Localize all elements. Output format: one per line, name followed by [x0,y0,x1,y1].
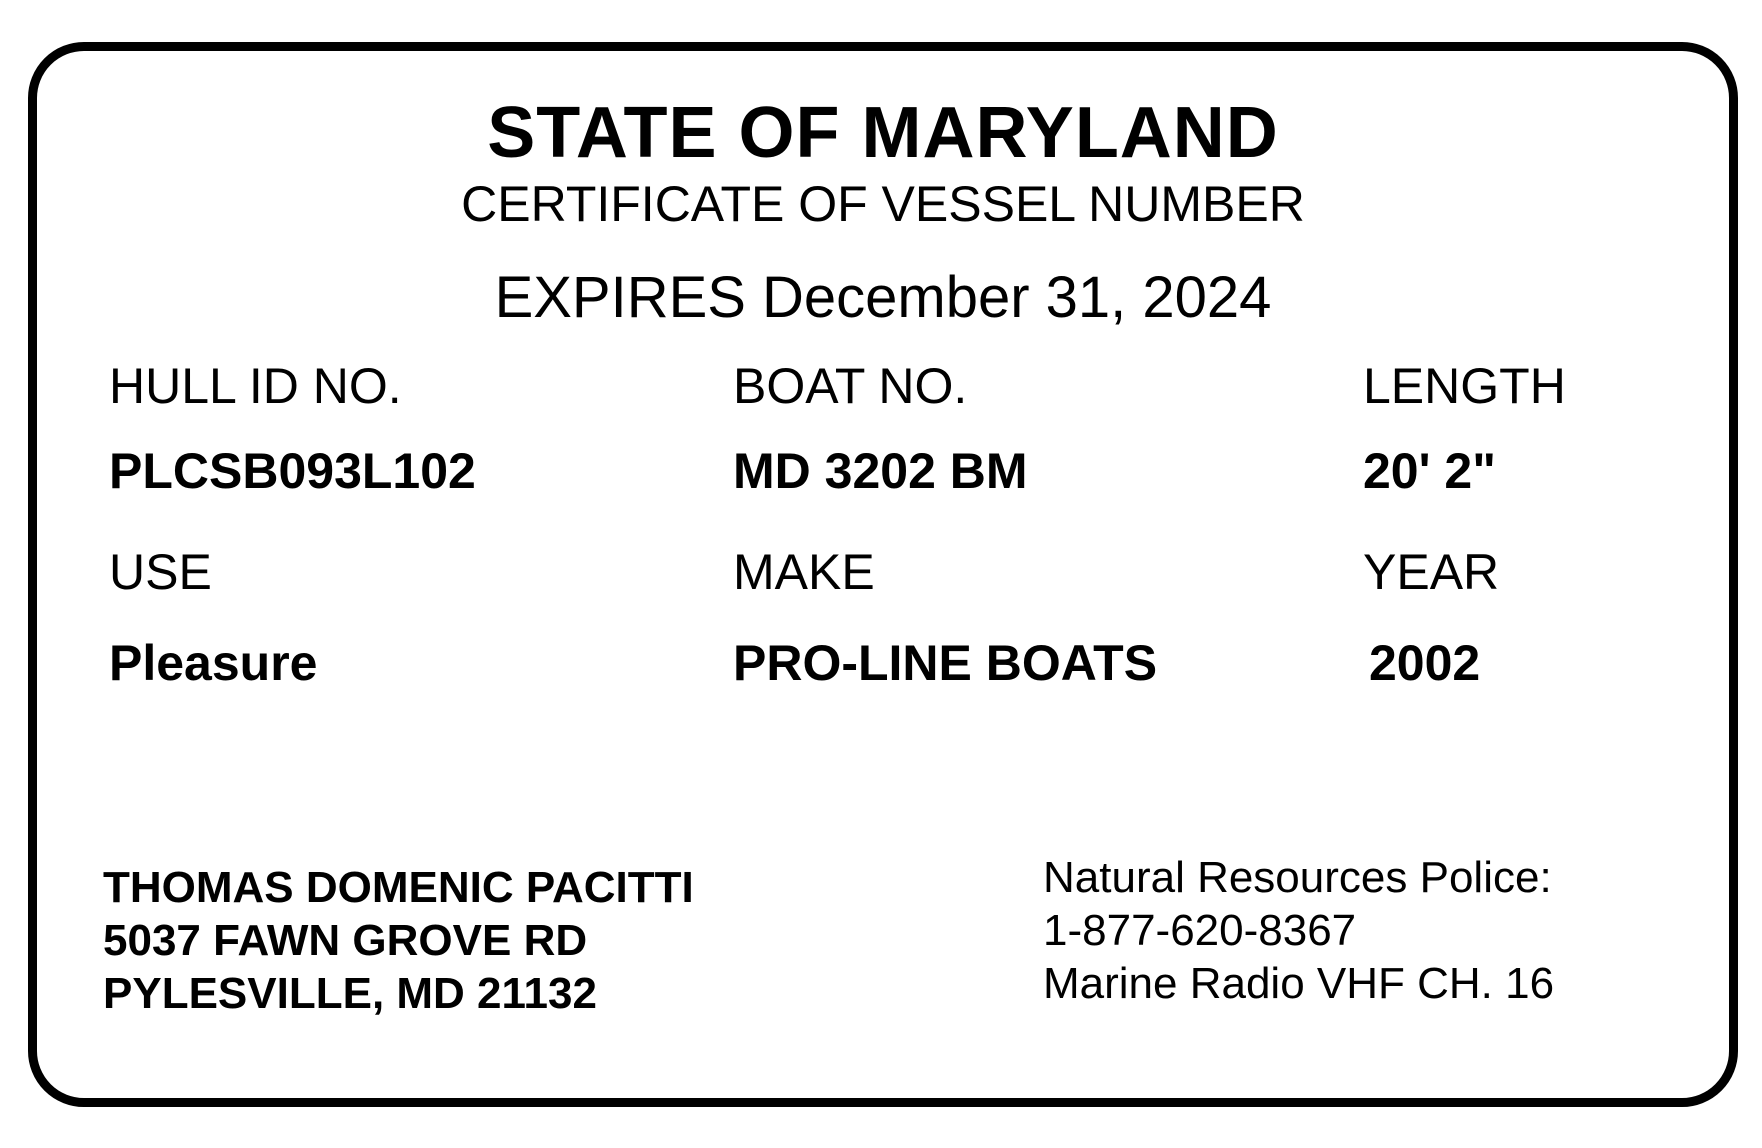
year-label: YEAR [1363,544,1500,600]
contact-phone: 1-877-620-8367 [1043,906,1357,955]
length-label: LENGTH [1363,358,1566,414]
vessel-certificate-card [28,42,1738,1107]
certificate-subtitle: CERTIFICATE OF VESSEL NUMBER [461,176,1305,232]
length-value: 20' 2" [1363,443,1496,499]
make-label: MAKE [733,544,875,600]
owner-city-line: PYLESVILLE, MD 21132 [103,969,597,1018]
certificate-title: STATE OF MARYLAND [487,93,1279,173]
contact-radio: Marine Radio VHF CH. 16 [1043,959,1555,1008]
expiration-line [37,265,1729,330]
expires-date: December 31, 2024 [762,265,1272,330]
contact-block [1043,851,1554,1010]
boat-no-value: MD 3202 BM [733,443,1028,499]
use-label: USE [109,544,212,600]
hull-id-value: PLCSB093L102 [109,443,476,499]
year-value: 2002 [1369,635,1481,691]
hull-id-label: HULL ID NO. [109,358,402,414]
owner-street: 5037 FAWN GROVE RD [103,916,588,965]
owner-address-block [103,861,694,1020]
boat-no-label: BOAT NO. [733,358,968,414]
use-value: Pleasure [109,635,318,691]
expires-label: EXPIRES [494,265,746,330]
owner-name: THOMAS DOMENIC PACITTI [103,863,694,912]
contact-agency: Natural Resources Police: [1043,853,1552,902]
make-value: PRO-LINE BOATS [733,635,1158,691]
